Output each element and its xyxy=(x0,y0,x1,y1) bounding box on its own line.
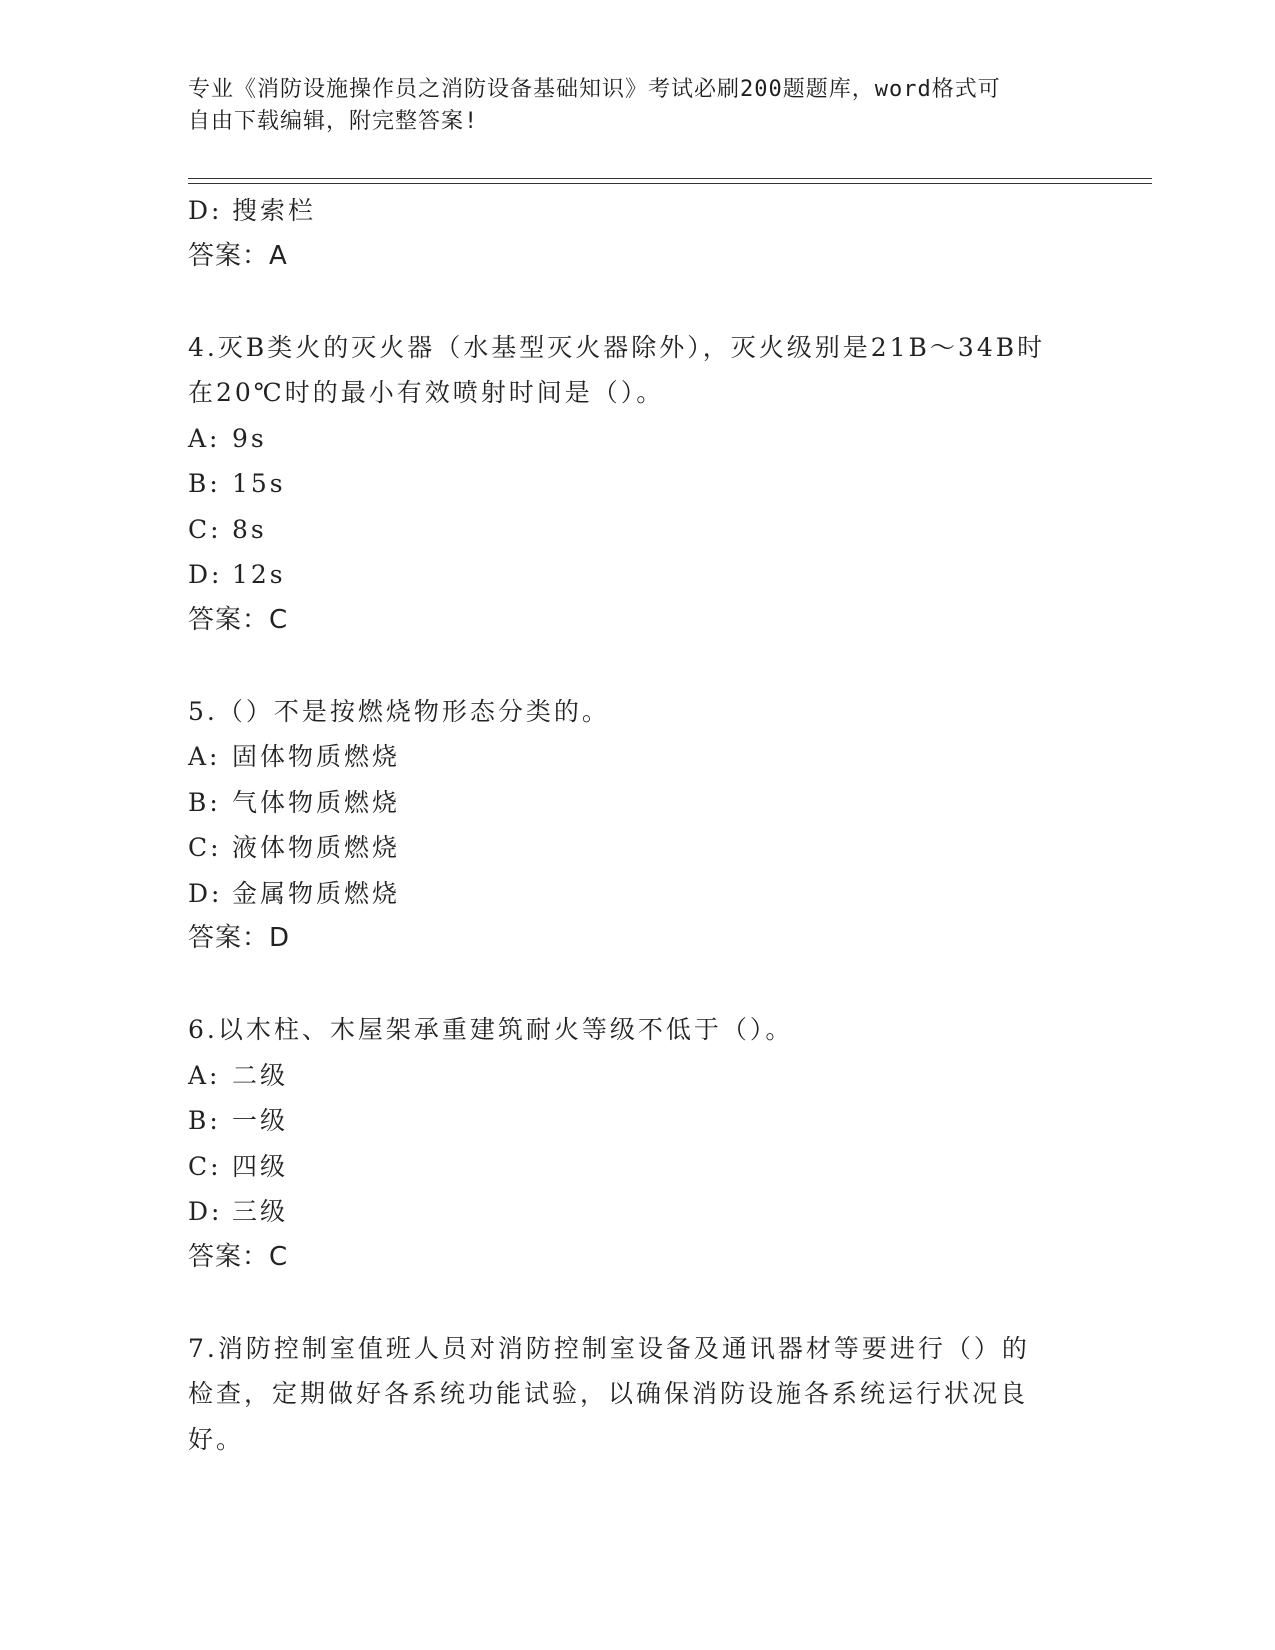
q4-answer: 答案：C xyxy=(188,604,289,635)
option-text: 搜索栏 xyxy=(232,196,317,225)
q5-option-b xyxy=(188,780,1088,826)
spacer xyxy=(188,1280,1088,1326)
question-list xyxy=(188,188,1088,1462)
q6-text-line-1: 6.以木柱、木屋架承重建筑耐火等级不低于（）。 xyxy=(188,1015,794,1044)
q5-option-c xyxy=(188,825,1088,871)
option-letter: B: xyxy=(188,787,221,817)
option-text: 12s xyxy=(232,560,286,589)
q7-text-line-2: 检查，定期做好各系统功能试验，以确保消防设施各系统运行状况良 xyxy=(188,1379,1029,1408)
option-letter: B: xyxy=(188,1106,221,1135)
q6-option-d xyxy=(188,1189,1088,1235)
q4-text-line-2: 在20℃时的最小有效喷射时间是（）。 xyxy=(188,378,665,407)
option-text: 8s xyxy=(232,514,267,544)
option-letter: C: xyxy=(188,514,222,544)
option-letter: D: xyxy=(188,1197,223,1226)
spacer xyxy=(188,962,1088,1008)
q5-text-line-1: 5.（）不是按燃烧物形态分类的。 xyxy=(188,696,610,726)
header-divider-bottom xyxy=(188,183,1152,184)
option-letter: D: xyxy=(188,196,223,225)
option-text: 金属物质燃烧 xyxy=(232,878,401,908)
option-text: 15s xyxy=(232,469,286,498)
option-letter: C: xyxy=(188,1151,222,1181)
spacer xyxy=(188,279,1088,325)
option-letter: A: xyxy=(188,423,221,453)
q6-option-a xyxy=(188,1053,1088,1099)
option-text: 气体物质燃烧 xyxy=(232,787,401,817)
q5-answer: 答案：D xyxy=(188,923,291,953)
q6-option-b xyxy=(188,1098,1088,1144)
header-title-line-1: 专业《消防设施操作员之消防设备基础知识》考试必刷200题题库，word格式可 xyxy=(188,77,1001,102)
option-text: 三级 xyxy=(232,1197,289,1226)
option-text: 二级 xyxy=(232,1060,289,1090)
q4-text-line-1: 4.灭B类火的灭火器（水基型灭火器除外），灭火级别是21B～34B时 xyxy=(188,332,1046,362)
option-text: 固体物质燃烧 xyxy=(232,742,401,771)
q5-option-a xyxy=(188,734,1088,780)
q5-option-d xyxy=(188,871,1088,917)
option-text: 一级 xyxy=(232,1106,289,1135)
q4-option-d xyxy=(188,552,1088,598)
option-letter: C: xyxy=(188,833,222,862)
q4-option-b xyxy=(188,461,1088,507)
q6-option-c xyxy=(188,1144,1088,1190)
q3-answer: 答案：A xyxy=(188,240,288,271)
option-text: 液体物质燃烧 xyxy=(232,833,401,862)
option-letter: D: xyxy=(188,878,223,908)
option-letter: D: xyxy=(188,560,223,589)
header-title-line-2: 自由下载编辑，附完整答案! xyxy=(188,109,479,134)
q3-option-d xyxy=(188,188,1088,234)
q6-answer: 答案：C xyxy=(188,1241,289,1272)
q7-text-line-3: 好。 xyxy=(188,1424,245,1454)
spacer xyxy=(188,643,1088,689)
option-text: 四级 xyxy=(232,1151,289,1181)
document-header xyxy=(188,74,1068,138)
option-letter: A: xyxy=(188,742,221,771)
option-letter: B: xyxy=(188,469,221,498)
option-text: 9s xyxy=(232,423,267,453)
q4-option-a xyxy=(188,416,1088,462)
option-letter: A: xyxy=(188,1060,221,1090)
q4-option-c xyxy=(188,507,1088,553)
q7-text-line-1: 7.消防控制室值班人员对消防控制室设备及通讯器材等要进行（）的 xyxy=(188,1333,1030,1363)
header-divider-top xyxy=(188,178,1152,179)
